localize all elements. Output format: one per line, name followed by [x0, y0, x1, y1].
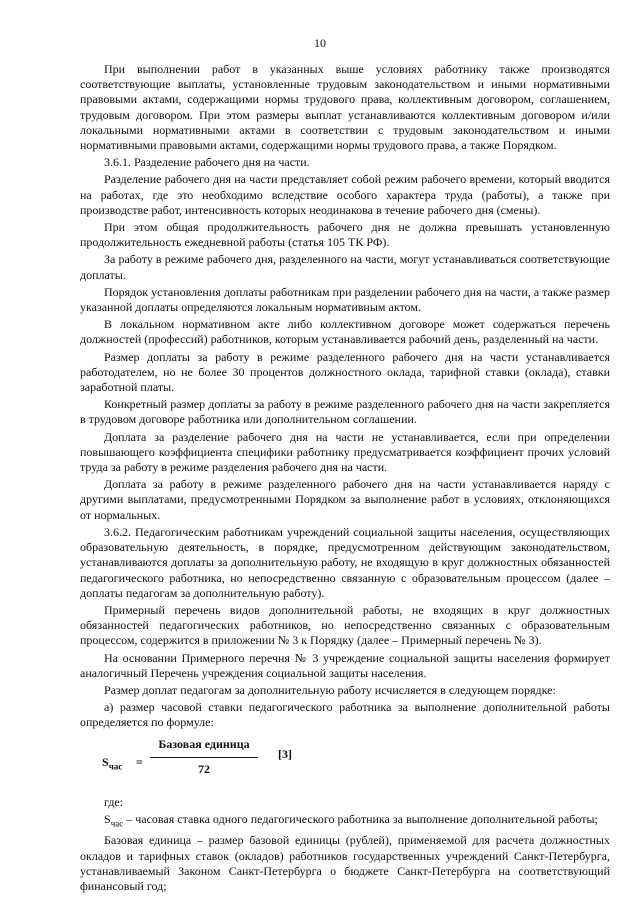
page-number: 10 — [314, 36, 326, 50]
paragraph-payments: При выполнении работ в указанных выше условиях работнику также производятся соответствующие выплаты, установленные трудовым законодательством и иными нормативными правовыми актами, содержащими нормы трудового права, коллективным договором, соглашением, трудовым договором. При этом размеры выплат устанавливаются коллективным договором и/или локальными нормативными актами в соответствии с трудовым законодательством и иными нормативными правовыми актами, содержащими нормы трудового права, а также Порядком. — [80, 62, 610, 153]
paragraph-sample-list: Примерный перечень видов дополнительной работы, не входящих в круг должностных обязанностей педагогических работников, но непосредственно связанных с образовательным процессом, содержится в приложении № 3 к Порядку (далее – Примерный перечень № 3). — [80, 602, 610, 648]
paragraph-procedure: Порядок установления доплаты работникам при разделении рабочего дня на части, а также размер указанной доплаты определяются локальным нормативным актом. — [80, 284, 610, 315]
document-body — [80, 62, 610, 896]
formula-reference: [3] — [278, 746, 292, 761]
formula-fraction — [150, 737, 258, 777]
formula-lhs: $S_{час}$ — [102, 754, 123, 771]
paragraph-supplements-allowed: За работу в режиме рабочего дня, разделенного на части, могут устанавливаться соответствующие доплаты. — [80, 252, 610, 282]
where-label: где: — [104, 794, 124, 809]
paragraph-specific-amount: Конкретный размер доплаты за работу в режиме разделенного рабочего дня на части закрепляется в трудовом договоре работника или дополнительном соглашении. — [80, 397, 610, 427]
variable-s-hour: $S_{час}$ — [104, 811, 124, 829]
fraction-bar — [150, 757, 258, 758]
paragraph-split-day-definition: Разделение рабочего дня на части представляет собой режим рабочего времени, который вводится на работах, где это необходимо вследствие особого характера труда (работы), а также при производстве работ, интенсивность которых неодинакова в течение рабочего дня (смены). — [80, 172, 610, 217]
formula-equals: = — [136, 754, 143, 769]
definition-s-hour: $S_{час}$ – часовая ставка одного педагогического работника за выполнение дополнительной работы; — [104, 811, 598, 829]
paragraph-not-established: Доплата за разделение рабочего дня на части не устанавливается, если при определении повышающего коэффициента специфики работнику предусматривается коэффициент прочих условий труда за работу в режиме разделения рабочего дня на части. — [80, 429, 610, 475]
section-3-6-2: 3.6.2. Педагогическим работникам учреждений социальной защиты населения, осуществляющих образовательную деятельность, в порядке, предусмотренном действующим законодательством, устанавливаются доплаты за дополнительную работу, не входящую в круг должностных обязанностей педагогического работника, но непосредственно связанную с образовательным процессом (далее – доплаты педагогам за дополнительную работу). — [80, 524, 610, 600]
section-heading-3-6-1: 3.6.1. Разделение рабочего дня на части. — [104, 155, 310, 170]
paragraph-hourly-rate: а) размер часовой ставки педагогического работника за выполнение дополнительной работы определяется по формуле: — [80, 700, 610, 730]
definition-base-unit: Базовая единица – размер базовой единицы (рублей), применяемой для расчета должностных окладов и тарифных ставок (окладов) работников государственных учреждений Санкт-Петербурга, устанавливаемый Законом Санкт-Петербурга о бюджете Санкт-Петербурга на соответствующий финансовый год; — [80, 833, 610, 893]
formula-denominator: 72 — [198, 761, 210, 776]
paragraph-list-of-positions: В локальном нормативном акте либо коллективном договоре может содержаться перечень должностей (профессий) работников, которым устанавливается рабочий день, разделенный на части. — [80, 317, 610, 347]
paragraph-total-duration: При этом общая продолжительность рабочего дня не должна превышать установленную продолжительность ежедневной работы (статья 105 ТК РФ). — [80, 220, 610, 250]
paragraph-based-on-list: На основании Примерного перечня № 3 учреждение социальной защиты населения формирует аналогичный Перечень учреждения социальной защиты населения. — [80, 650, 610, 680]
hourly-rate-formula — [102, 737, 610, 789]
paragraph-max-30-percent: Размер доплаты за работу в режиме разделенного рабочего дня на части устанавливается работодателем, но не более 30 процентов должностного оклада, тарифной ставки (оклада), ставки заработной платы. — [80, 349, 610, 395]
paragraph-calculation-order: Размер доплат педагогам за дополнительную работу исчисляется в следующем порядке: — [104, 682, 556, 697]
paragraph-along-with-other: Доплата за работу в режиме разделенного рабочего дня на части устанавливается наряду с другими выплатами, предусмотренными Порядком за выполнение работ в условиях, отклоняющихся от нормальных. — [80, 477, 610, 522]
formula-numerator: Базовая единица — [158, 736, 250, 751]
